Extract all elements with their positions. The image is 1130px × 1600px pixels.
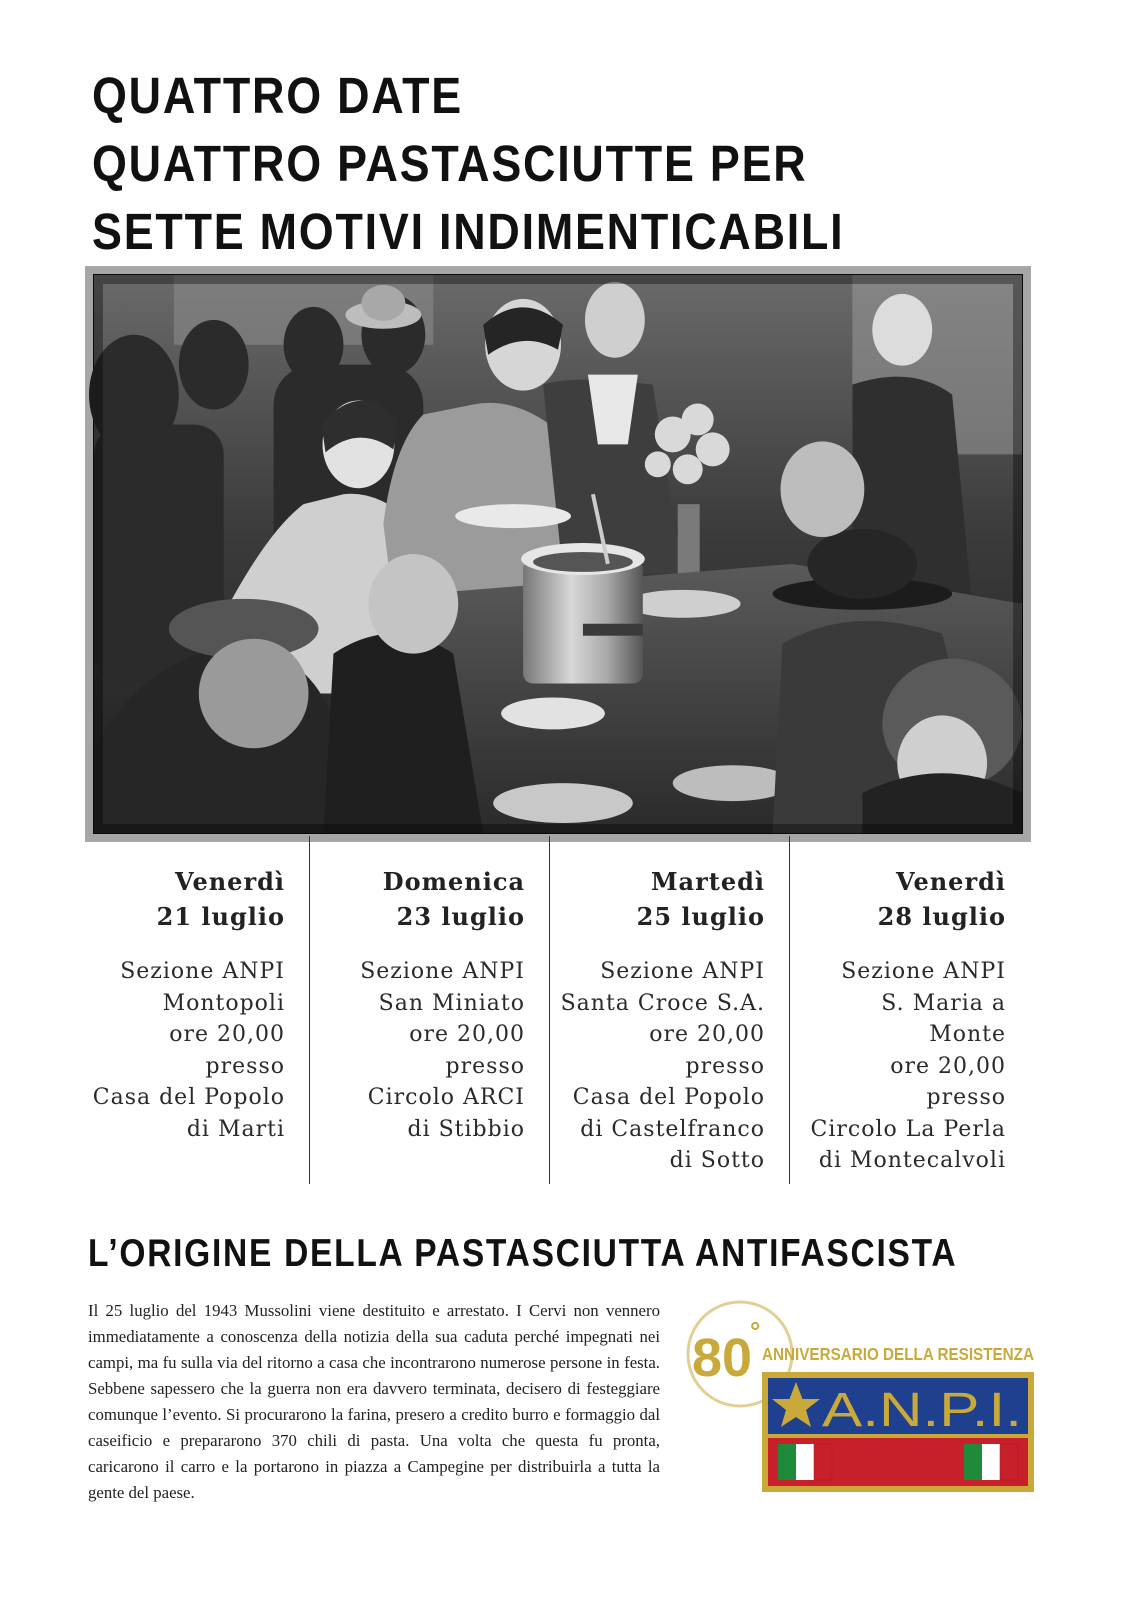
event-column-3 bbox=[550, 836, 790, 1184]
anniversary-text: ANNIVERSARIO DELLA RESISTENZA bbox=[762, 1344, 1035, 1364]
flag-white-stripe bbox=[796, 1444, 814, 1480]
event-detail-line: ore 20,00 bbox=[409, 1022, 525, 1047]
anpi-text: A.N.P.I. bbox=[822, 1384, 1022, 1437]
event-date: 23 luglio bbox=[396, 902, 525, 931]
event-detail-line: presso bbox=[445, 1053, 525, 1079]
event-detail-line: Sezione ANPI bbox=[600, 959, 765, 984]
historical-photo bbox=[93, 274, 1023, 834]
event-detail-line: Sezione ANPI bbox=[841, 959, 1006, 984]
anpi-anniversary-logo bbox=[662, 1298, 1042, 1498]
headline-line-2: QUATTRO PASTASCIUTTE PER bbox=[92, 135, 808, 192]
event-detail-line: di Stibbio bbox=[407, 1116, 525, 1142]
event-detail-line: ore 20,00 bbox=[169, 1022, 285, 1047]
flag-red-stripe bbox=[1000, 1444, 1018, 1480]
event-detail-line: Sezione ANPI bbox=[360, 959, 525, 984]
event-detail-line: Casa del Popolo bbox=[572, 1085, 765, 1110]
event-detail-line: presso bbox=[205, 1053, 285, 1079]
flag-green-stripe bbox=[964, 1444, 982, 1480]
event-detail-line: San Miniato bbox=[378, 990, 525, 1016]
event-detail-line: presso bbox=[685, 1053, 765, 1079]
photo-illustration bbox=[94, 275, 1022, 833]
event-column-4 bbox=[790, 836, 1030, 1184]
event-detail-line: Casa del Popolo bbox=[92, 1085, 285, 1110]
flag-white-stripe bbox=[982, 1444, 1000, 1480]
event-detail-line: di Castelfranco bbox=[580, 1116, 765, 1142]
headline-line-1: QUATTRO DATE bbox=[92, 67, 463, 124]
event-detail-line: ore 20,00 bbox=[649, 1022, 765, 1047]
event-detail-line: Monte bbox=[929, 1022, 1006, 1047]
event-details bbox=[310, 956, 525, 1145]
event-column-1 bbox=[70, 836, 310, 1184]
event-details bbox=[70, 956, 285, 1145]
event-date: 28 luglio bbox=[877, 902, 1006, 931]
event-detail-line: Sezione ANPI bbox=[120, 959, 285, 984]
event-detail-line: di Montecalvoli bbox=[818, 1148, 1006, 1173]
anpi-logo bbox=[662, 1298, 1042, 1498]
event-details bbox=[790, 956, 1006, 1177]
flag-green-stripe bbox=[778, 1444, 796, 1480]
event-detail-line: presso bbox=[926, 1085, 1006, 1110]
event-detail-line: Montopoli bbox=[162, 990, 285, 1016]
event-day: Venerdì bbox=[896, 867, 1006, 896]
anniversary-number: 80 bbox=[692, 1328, 753, 1388]
event-column-2 bbox=[310, 836, 550, 1184]
section-title: L’ORIGINE DELLA PASTASCIUTTA ANTIFASCISTA bbox=[88, 1232, 958, 1275]
event-date: 25 luglio bbox=[636, 902, 765, 931]
event-detail-line: di Sotto bbox=[669, 1148, 765, 1173]
event-day: Martedì bbox=[650, 867, 765, 896]
event-detail-line: di Marti bbox=[186, 1116, 285, 1142]
event-detail-line: ore 20,00 bbox=[890, 1053, 1006, 1079]
flag-red-stripe bbox=[814, 1444, 832, 1480]
event-details bbox=[550, 956, 765, 1177]
headline bbox=[92, 62, 1052, 266]
events-schedule bbox=[70, 836, 1030, 1186]
event-detail-line: Circolo La Perla bbox=[810, 1116, 1006, 1142]
event-detail-line: Circolo ARCI bbox=[367, 1085, 525, 1110]
anniversary-degree: ° bbox=[750, 1316, 761, 1346]
headline-line-3: SETTE MOTIVI INDIMENTICABILI bbox=[92, 203, 845, 260]
event-day: Domenica bbox=[382, 867, 525, 896]
origin-paragraph: Il 25 luglio del 1943 Mussolini viene destituito e arrestato. I Cervi non vennero immediatamente a conoscenza della notizia della sua caduta perché impegnati nei campi, ma fu sulla via del ritorno a casa che incontrarono numerose persone in festa. Sebbene sapessero che la guerra non era davvero terminata, decisero di festeggiare comunque l’evento. Si procurarono la farina, presero a credito burro e formaggio dal caseificio e prepararono 370 chili di pasta. Una volta che questa fu pronta, caricarono il carro e la portarono in piazza a Campegine per distribuirla a tutta la gente del paese. bbox=[88, 1301, 660, 1502]
event-date: 21 luglio bbox=[156, 902, 285, 931]
event-day: Venerdì bbox=[175, 867, 285, 896]
event-detail-line: S. Maria a bbox=[881, 990, 1006, 1016]
event-detail-line: Santa Croce S.A. bbox=[560, 990, 765, 1016]
